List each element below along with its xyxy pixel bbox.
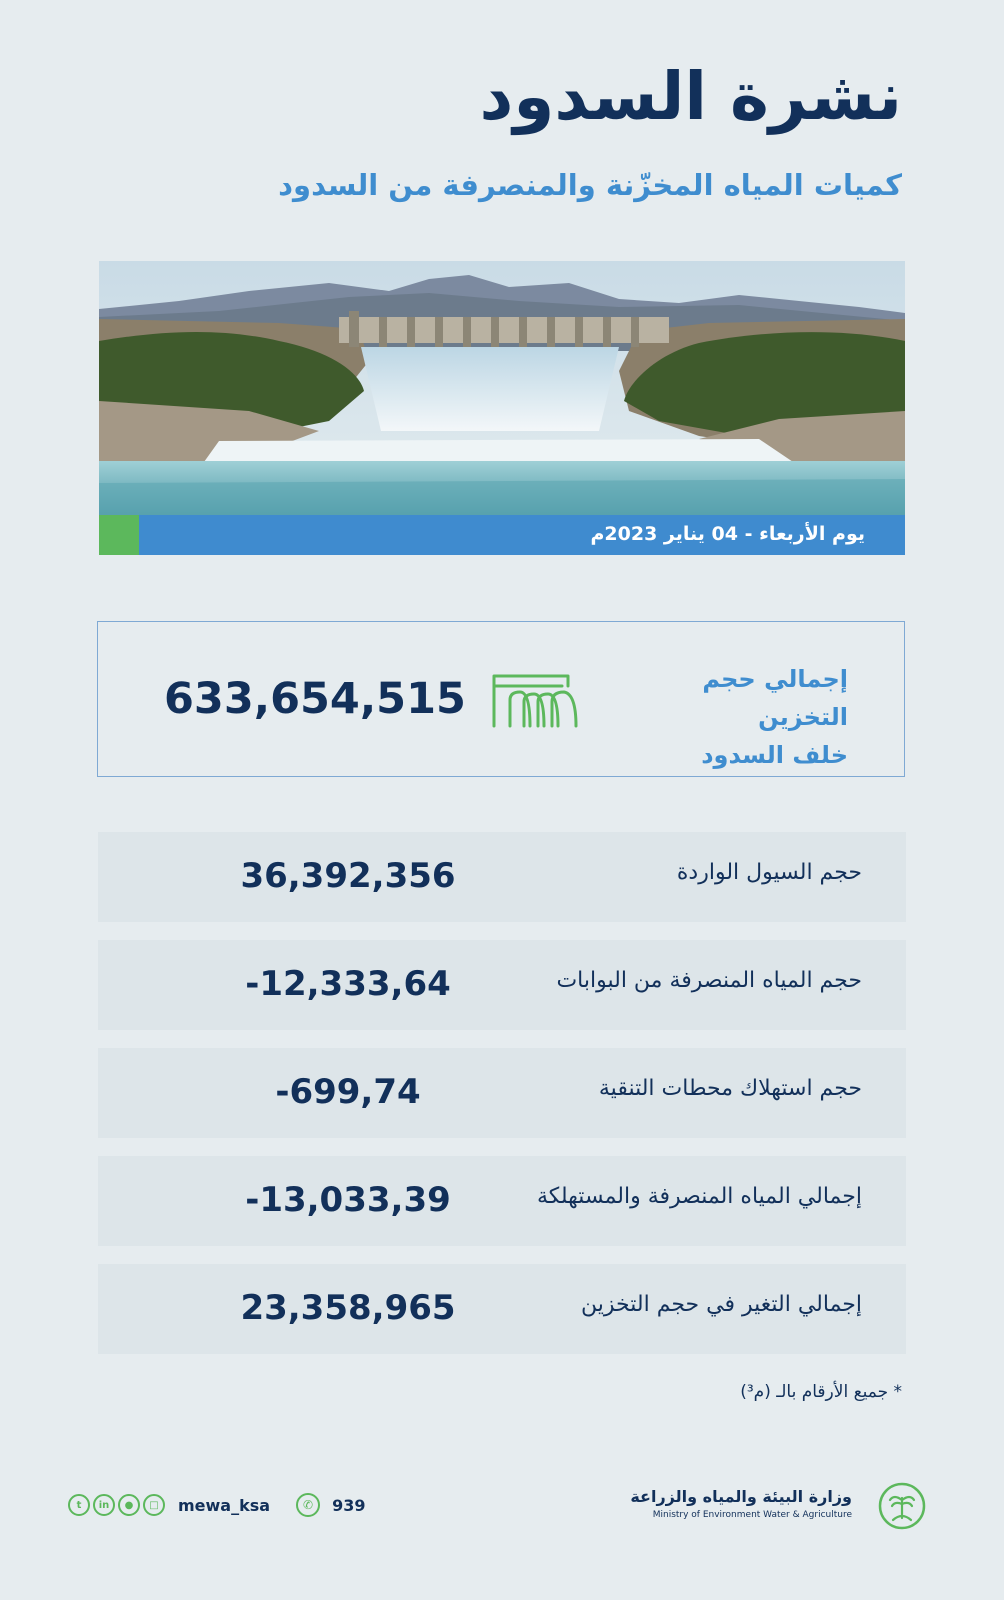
- stat-row: [98, 832, 906, 922]
- instagram-icon[interactable]: □: [143, 1494, 165, 1516]
- stat-value: -12,333,64: [245, 964, 451, 1004]
- social-handle[interactable]: mewa_ksa: [178, 1495, 271, 1515]
- stat-value: -13,033,39: [245, 1180, 451, 1220]
- stat-label: حجم استهلاك محطات التنقية: [598, 1076, 862, 1101]
- ministry-name-ar: وزارة البيئة والمياه والزراعة: [630, 1487, 852, 1506]
- stat-row: [98, 940, 906, 1030]
- stat-row: [98, 1156, 906, 1246]
- date-bar-accent: [99, 515, 139, 555]
- phone-icon: ✆: [296, 1493, 320, 1517]
- page-subtitle: كميات المياه المخزّنة والمنصرفة من السدود: [278, 168, 902, 202]
- total-storage-card: [97, 621, 905, 777]
- total-label-line2: خلف السدود: [701, 741, 848, 769]
- bulletin-date: يوم الأربعاء - 04 يناير 2023م: [590, 523, 865, 545]
- twitter-icon[interactable]: t: [68, 1494, 90, 1516]
- total-label-line1: إجمالي حجم التخزين: [702, 665, 848, 731]
- ministry-name-en: Ministry of Environment Water & Agriculture: [652, 1510, 852, 1520]
- date-bar: [139, 515, 905, 555]
- dam-icon: [490, 672, 582, 728]
- page-title: نشرة السدود: [479, 58, 902, 135]
- stat-value: 23,358,965: [240, 1288, 456, 1328]
- stat-row: [98, 1048, 906, 1138]
- stat-row: [98, 1264, 906, 1354]
- stat-value: 36,392,356: [240, 856, 456, 896]
- total-storage-label: [608, 660, 848, 774]
- stat-label: حجم السيول الواردة: [676, 860, 862, 885]
- footer-contacts: [68, 1491, 365, 1519]
- snapchat-icon[interactable]: ●: [118, 1494, 140, 1516]
- stat-value: -699,74: [275, 1072, 421, 1112]
- phone-number[interactable]: 939: [332, 1495, 366, 1515]
- stat-label: حجم المياه المنصرفة من البوابات: [556, 968, 862, 993]
- stat-label: إجمالي التغير في حجم التخزين: [581, 1292, 862, 1317]
- dam-photo: [99, 261, 905, 515]
- linkedin-icon[interactable]: in: [93, 1494, 115, 1516]
- ministry-logo: [878, 1482, 926, 1530]
- units-note: * جميع الأرقام بالـ (م³): [740, 1382, 902, 1402]
- stat-label: إجمالي المياه المنصرفة والمستهلكة: [536, 1184, 862, 1209]
- total-storage-value: 633,654,515: [164, 674, 466, 724]
